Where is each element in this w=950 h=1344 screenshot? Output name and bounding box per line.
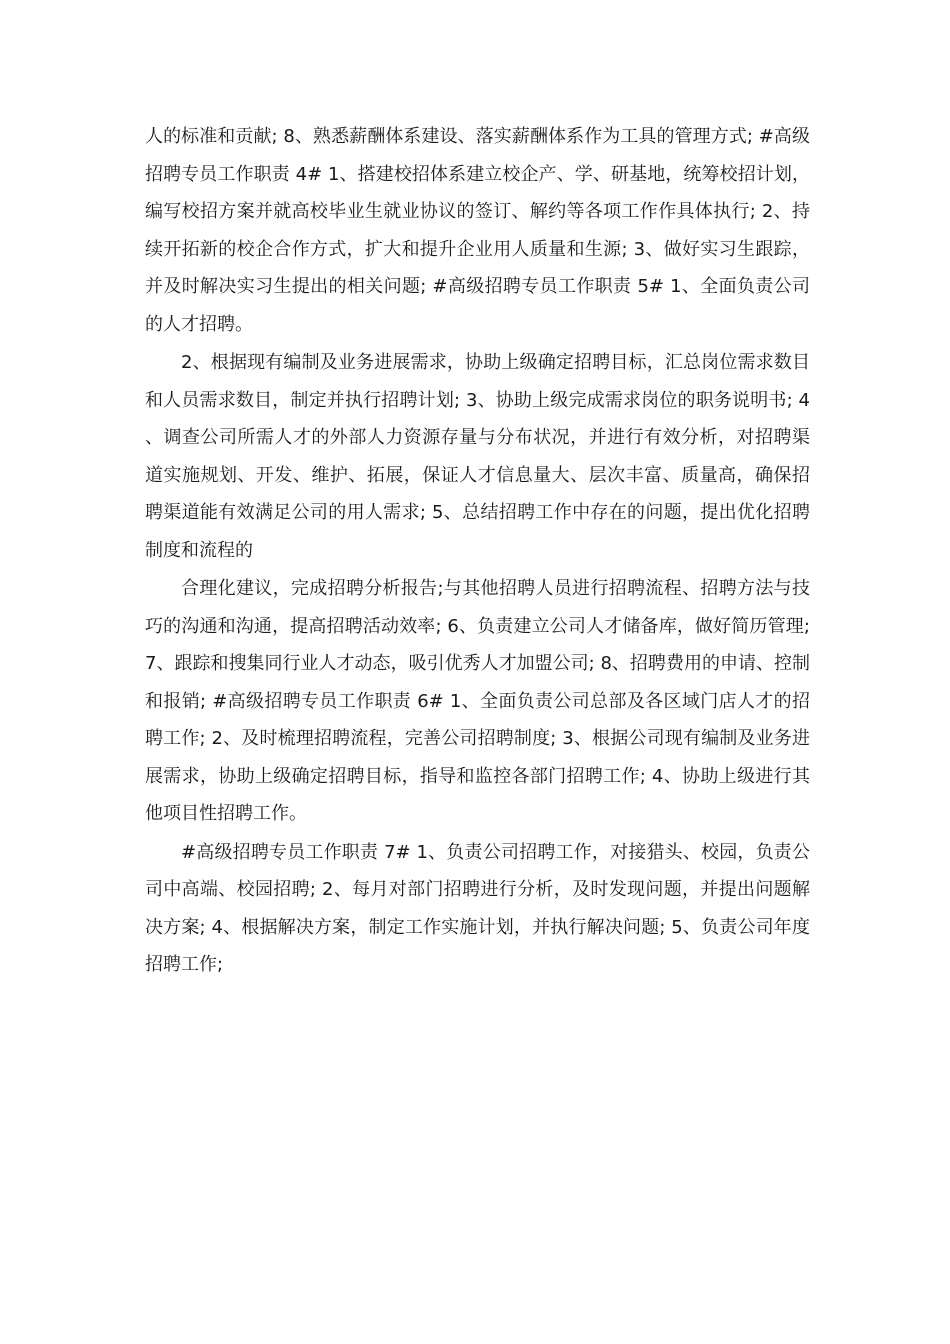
paragraph-2: 2、根据现有编制及业务进展需求，协助上级确定招聘目标，汇总岗位需求数目和人员需求数目，制定并执行招聘计划; 3、协助上级完成需求岗位的职务说明书; 4、调查公司所需人才的外部人力资源存量与分布状况，并进行有效分析，对招聘渠道实施规划、开发、维护、拓展，保证人才信息量大、层次丰富、质量高，确保招聘渠道能有效满足公司的用人需求; 5、总结招聘工作中存在的问题，提出优化招聘制度和流程的 [145,352,810,561]
paragraph-3: 合理化建议，完成招聘分析报告;与其他招聘人员进行招聘流程、招聘方法与技巧的沟通和沟通，提高招聘活动效率; 6、负责建立公司人才储备库，做好简历管理; 7、跟踪和搜集同行业人才动态，吸引优秀人才加盟公司; 8、招聘费用的申请、控制和报销; #高级招聘专员工作职责 6# 1、全面负责公司总部及各区域门店人才的招聘工作; 2、及时梳理招聘流程，完善公司招聘制度; 3、根据公司现有编制及业务进展需求，协助上级确定招聘目标，指导和监控各部门招聘工作; 4、协助上级进行其他项目性招聘工作。 [145,578,810,824]
paragraph-1: 人的标准和贡献; 8、熟悉薪酬体系建设、落实薪酬体系作为工具的管理方式; #高级招聘专员工作职责 4# 1、搭建校招体系建立校企产、学、研基地，统筹校招计划，编写校招方案并就高校毕业生就业协议的签订、解约等各项工作作具体执行; 2、持续开拓新的校企合作方式，扩大和提升企业用人质量和生源; 3、做好实习生跟踪，并及时解决实习生提出的相关问题; #高级招聘专员工作职责 5# 1、全面负责公司的人才招聘。 [145,126,810,335]
paragraph-4: #高级招聘专员工作职责 7# 1、负责公司招聘工作，对接猎头、校园，负责公司中高端、校园招聘; 2、每月对部门招聘进行分析，及时发现问题，并提出问题解决方案; 4、根据解决方案，制定工作实施计划，并执行解决问题; 5、负责公司年度招聘工作; [145,841,810,975]
document-body [145,118,810,984]
